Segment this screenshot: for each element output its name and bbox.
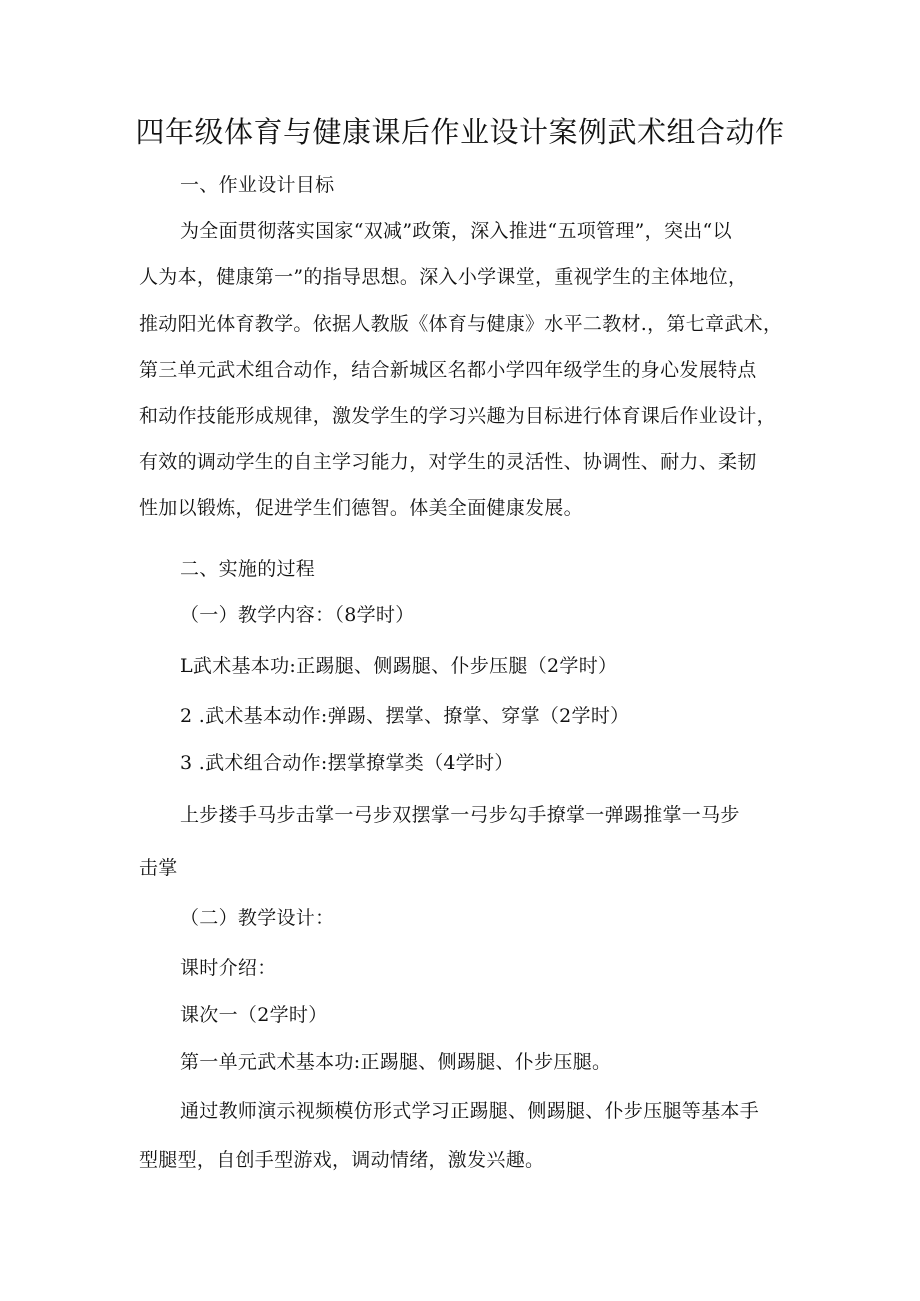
paragraph-line: 第三单元武术组合动作，结合新城区名都小学四年级学生的身心发展特点	[139, 359, 757, 381]
heading-process: 二、实施的过程	[180, 558, 316, 580]
document-title: 四年级体育与健康课后作业设计案例武术组合动作	[135, 115, 785, 149]
paragraph-line: 推动阳光体育教学。依据人教版《体育与健康》水平二教材.，第七章武术，	[139, 313, 783, 335]
paragraph-line: 和动作技能形成规律，激发学生的学习兴趣为目标进行体育课后作业设计，	[139, 405, 776, 427]
paragraph-line: 击掌	[139, 857, 178, 879]
paragraph-line: 人为本，健康第一”的指导思想。深入小学课堂，重视学生的主体地位，	[139, 266, 748, 288]
heading-goals: 一、作业设计目标	[180, 174, 335, 196]
paragraph-line: 上步搂手马步击掌一弓步双摆掌一弓步勾手撩掌一弹踢推掌一马步	[180, 804, 740, 826]
paragraph-line: 有效的调动学生的自主学习能力，对学生的灵活性、协调性、耐力、柔韧	[139, 451, 757, 473]
paragraph-line: 第一单元武术基本功:正踢腿、侧踢腿、仆步压腿。	[180, 1051, 612, 1073]
list-item: 2 .武术基本动作:弹踢、摆掌、撩掌、穿掌（2学时）	[180, 705, 630, 727]
paragraph-line: 课时介绍：	[180, 957, 277, 979]
paragraph-line: 课次一（2学时）	[180, 1004, 328, 1026]
paragraph-line: 型腿型，自创手型游戏，调动情绪，激发兴趣。	[139, 1149, 545, 1171]
list-item: L武术基本功:正踢腿、侧踢腿、仆步压腿（2学时）	[180, 655, 618, 677]
list-item: 3 .武术组合动作:摆掌撩掌类（4学时）	[180, 752, 514, 774]
subheading-content: （一）教学内容：（8学时）	[180, 604, 415, 626]
paragraph-line: 为全面贯彻落实国家“双减”政策，深入推进“五项管理”，突出“以	[180, 220, 732, 242]
paragraph-line: 性加以锻炼，促进学生们德智。体美全面健康发展。	[139, 497, 583, 519]
subheading-design: （二）教学设计：	[180, 907, 335, 929]
paragraph-line: 通过教师演示视频模仿形式学习正踢腿、侧踢腿、仆步压腿等基本手	[180, 1100, 760, 1122]
